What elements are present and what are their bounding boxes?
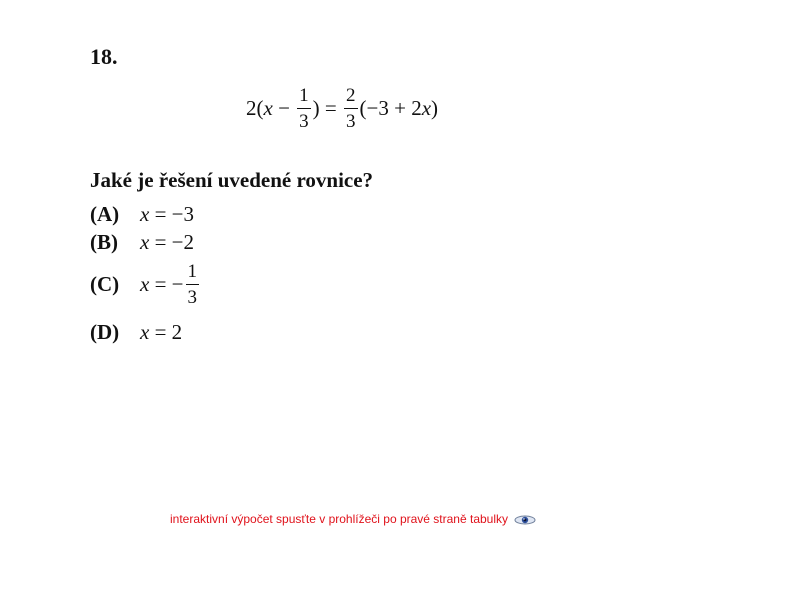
equation-right-close: ) bbox=[431, 96, 439, 120]
option-b bbox=[90, 230, 194, 255]
option-variable: x bbox=[140, 272, 150, 296]
fraction-numerator: 2 bbox=[344, 86, 358, 109]
option-variable: x bbox=[140, 230, 150, 254]
option-variable: x bbox=[140, 320, 150, 344]
equation-left-variable: x bbox=[263, 96, 273, 120]
equation-right-open: (−3 + 2 bbox=[359, 96, 422, 120]
option-value: 2 bbox=[171, 320, 183, 344]
option-relation: = bbox=[149, 202, 172, 226]
option-label: (A) bbox=[90, 202, 120, 226]
interactive-note-text: interaktivní výpočet spusťte v prohlížeči po pravé straně tabulky bbox=[170, 512, 509, 526]
question-text: Jaké je řešení uvedené rovnice? bbox=[90, 168, 374, 192]
equation-equals: ) = bbox=[312, 96, 343, 120]
equation bbox=[246, 86, 438, 131]
interactive-note bbox=[170, 512, 536, 526]
option-label: (B) bbox=[90, 230, 118, 254]
fraction-denominator: 3 bbox=[187, 287, 198, 308]
equation-left-prefix: 2( bbox=[246, 96, 264, 120]
fraction-denominator: 3 bbox=[346, 111, 356, 132]
problem-number: 18. bbox=[90, 44, 118, 69]
fraction-numerator: 1 bbox=[186, 262, 200, 285]
fraction-numerator: 1 bbox=[297, 86, 311, 109]
equation-right-variable: x bbox=[421, 96, 432, 120]
equation-left-fraction bbox=[297, 86, 311, 131]
option-relation: = − bbox=[149, 272, 184, 296]
option-label: (D) bbox=[90, 320, 120, 344]
equation-right-fraction bbox=[344, 86, 358, 131]
option-relation: = bbox=[149, 320, 172, 344]
option-value: −2 bbox=[171, 230, 195, 254]
option-relation: = bbox=[149, 230, 172, 254]
option-c bbox=[90, 262, 201, 307]
option-fraction bbox=[186, 262, 200, 307]
option-a bbox=[90, 202, 194, 227]
option-label: (C) bbox=[90, 272, 120, 296]
option-d bbox=[90, 320, 182, 345]
option-variable: x bbox=[140, 202, 150, 226]
fraction-denominator: 3 bbox=[299, 111, 309, 132]
equation-left-minus: − bbox=[272, 96, 296, 120]
eye-icon[interactable] bbox=[514, 514, 536, 524]
option-value: −3 bbox=[171, 202, 195, 226]
